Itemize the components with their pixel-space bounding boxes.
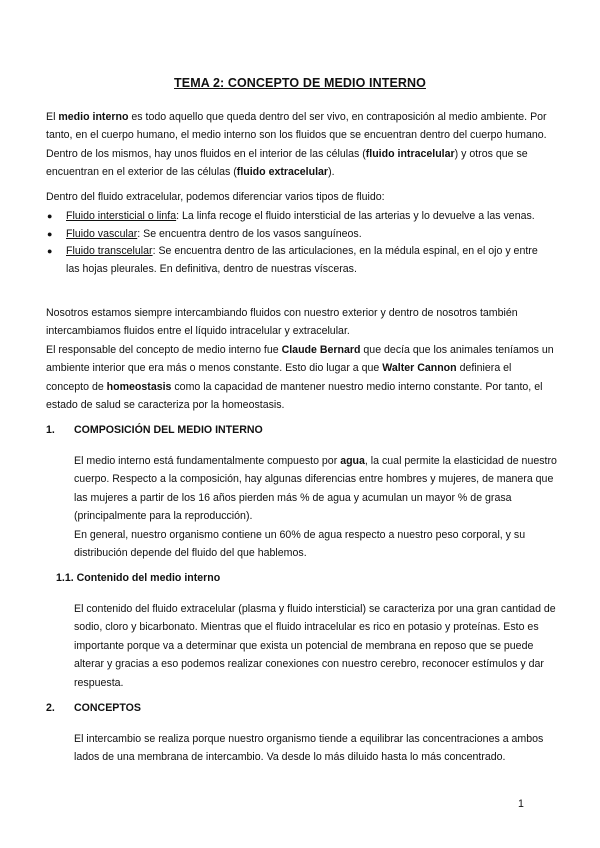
section-1-1-body: El contenido del fluido extracelular (plasma y fluido intersticial) se caracteriza por una gran cantidad de sodio, cloro y bicarbonato. Mientras que el fluido intracelular es rico en potasio y proteínas. Esto es importante porque va a determinar que exista un potencial de membrana en reposo que se puede alterar y gracias a eso podemos realizar conexiones con nuestro cerebro, reconocer estímulos y dar respuesta.: [74, 603, 556, 689]
list-item: ● Fluido vascular: Se encuentra dentro de los vasos sanguíneos.: [46, 226, 554, 244]
document-page: TEMA 2: CONCEPTO DE MEDIO INTERNO El medio interno es todo aquello que queda dentro del ser vivo, en contraposición al medio ambiente. Por tanto, en el cuerpo humano, el medio interno son los fluidos que se encuentran dentro del cuerpo humano. Dentro de los mismos, hay unos fluidos en el interior de las células (fluido intracelular) y otros que se encuentran en el exterior de las células (fluido extracelular). Dentro del fluido extracelular, podemos diferenciar varios tipos de fluido: ● Fluido intersticial o linfa: La linfa recoge el fluido intersticial de las arterias y lo devuelve a las venas. ● Fluido vascular: Se encuentra dentro de los vasos sanguíneos. ● Fluido transcelular: Se encuentra dentro de las articulaciones, en la médula espinal, en el ojo y entre las hojas pleurales. En definitiva, dentro de nuestras vísceras. Nosotros estamos siempre intercambiando fluidos con nuestro exterior y dentro de nosotros también intercambiamos fluidos entre el líquido intracelular y extracelular. El responsable del concepto de medio interno fue Claude Bernard que decía que los animales teníamos un ambiente interior que era más o menos constante. Esto dio lugar a que Walter Cannon definiera el concepto de homeostasis como la capacidad de mantener nuestro medio interno constante. Por tanto, el estado de salud se caracteriza por la homeostasis. 1. COMPOSICIÓN DEL MEDIO INTERNO El medio interno está fundamentalmente compuesto por agua, la cual permite la elasticidad de nuestro cuerpo. Respecto a la composición, hay algunas diferencias entre hombres y mujeres, de manera que las mujeres a partir de los 16 años pierden más % de agua y acumulan un mayor % de grasa (principalmente para la reproducción). En general, nuestro organismo contiene un 60% de agua respecto a nuestro peso corporal, y su distribución depende del fluido del que hablemos. 1.1. Contenido del medio interno El contenido del fluido extracelular (plasma y fluido intersticial) se caracteriza por una gran cantidad de sodio, cloro y bicarbonato. Mientras que el fluido intracelular es rico en potasio y proteínas. Esto es importante porque va a determinar que exista un potencial de membrana en reposo que se puede alterar y gracias a eso podemos realizar conexiones con nuestro cerebro, reconocer estímulos y dar respuesta. 2. CONCEPTOS El intercambio se realiza porque nuestro organismo tiende a equilibrar las concentraciones a ambos lados de una membrana de intercambio. Va desde lo más diluido hasta lo más concentrado. 1: [0, 0, 600, 848]
extracellular-intro: Dentro del fluido extracelular, podemos diferenciar varios tipos de fluido:: [46, 191, 385, 203]
section-2-body: El intercambio se realiza porque nuestro organismo tiende a equilibrar las concentraciones a ambos lados de una membrana de intercambio. Va desde lo más diluido hasta lo más concentrado.: [74, 733, 544, 764]
page-number: 1: [518, 798, 524, 810]
fluid-types-list: [46, 208, 554, 278]
intro-paragraph: El medio interno es todo aquello que queda dentro del ser vivo, en contraposición al medio ambiente. Por tanto, en el cuerpo humano, el medio interno son los fluidos que se encuentran dentro del cuerpo humano. Dentro de los mismos, hay unos fluidos en el interior de las células (fluido intracelular) y otros que se encuentran en el exterior de las células (fluido extracelular).: [46, 111, 547, 179]
exchange-paragraph: Nosotros estamos siempre intercambiando fluidos con nuestro exterior y dentro de nosotros también intercambiamos fluidos entre el líquido intracelular y extracelular. El responsable del concepto de medio interno fue Claude Bernard que decía que los animales teníamos un ambiente interior que era más o menos constante. Esto dio lugar a que Walter Cannon definiera el concepto de homeostasis como la capacidad de mantener nuestro medio interno constante. Por tanto, el estado de salud se caracteriza por la homeostasis.: [46, 307, 554, 412]
list-item: ● Fluido transcelular: Se encuentra dentro de las articulaciones, en la médula espinal, en el ojo y entre las hojas pleurales. En definitiva, dentro de nuestras vísceras.: [46, 243, 554, 278]
list-item: ● Fluido intersticial o linfa: La linfa recoge el fluido intersticial de las arterias y lo devuelve a las venas.: [46, 208, 554, 226]
page-title: TEMA 2: CONCEPTO DE MEDIO INTERNO: [174, 76, 426, 90]
section-1-body: El medio interno está fundamentalmente compuesto por agua, la cual permite la elasticidad de nuestro cuerpo. Respecto a la composición, hay algunas diferencias entre hombres y mujeres, de manera que las mujeres a partir de los 16 años pierden más % de agua y acumulan un mayor % de grasa (principalmente para la reproducción). En general, nuestro organismo contiene un 60% de agua respecto a nuestro peso corporal, y su distribución depende del fluido del que hablemos.: [74, 455, 557, 560]
section-1-1-heading: 1.1. Contenido del medio interno: [56, 572, 221, 584]
